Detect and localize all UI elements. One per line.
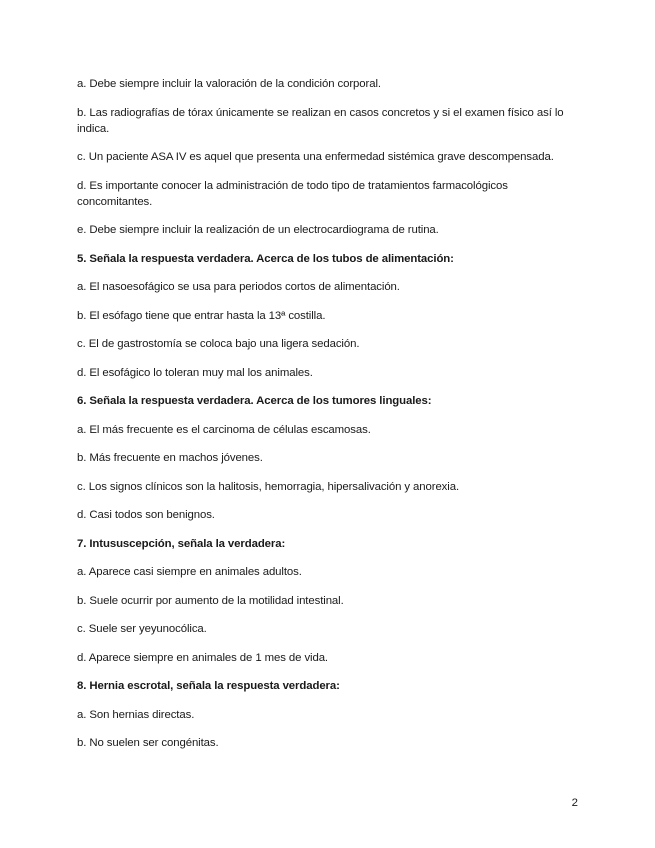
answer-option: e. Debe siempre incluir la realización de un electrocardiograma de rutina. [77, 224, 439, 236]
answer-option: c. Los signos clínicos son la halitosis, hemorragia, hipersalivación y anorexia. [77, 480, 460, 493]
answer-option: c. Suele ser yeyunocólica. [77, 623, 207, 635]
answer-option: b. Suele ocurrir por aumento de la motilidad intestinal. [77, 594, 344, 607]
answer-option: d. Aparece siempre en animales de 1 mes de vida. [77, 651, 328, 664]
question-heading: 7. Intususcepción, señala la verdadera: [77, 537, 286, 550]
answer-option: b. No suelen ser congénitas. [77, 737, 219, 749]
answer-option: a. Aparece casi siempre en animales adultos. [77, 566, 302, 578]
answer-option: c. Un paciente ASA IV es aquel que presenta una enfermedad sistémica grave descompensada. [77, 151, 554, 163]
page-number: 2 [571, 797, 578, 809]
question-heading: 8. Hernia escrotal, señala la respuesta verdadera: [77, 680, 340, 692]
answer-option: a. Debe siempre incluir la valoración de la condición corporal. [77, 78, 381, 90]
answer-option: d. El esofágico lo toleran muy mal los animales. [77, 366, 313, 379]
answer-option: b. El esófago tiene que entrar hasta la 13ª costilla. [77, 309, 326, 322]
answer-option: b. Más frecuente en machos jóvenes. [77, 452, 263, 464]
answer-option: b. Las radiografías de tórax únicamente se realizan en casos concretos y si el examen físico así lo indica. [77, 106, 564, 135]
question-heading: 5. Señala la respuesta verdadera. Acerca de los tubos de alimentación: [77, 252, 454, 265]
page-content [77, 76, 582, 764]
answer-option: d. Casi todos son benignos. [77, 509, 215, 521]
answer-option: a. Son hernias directas. [77, 708, 195, 721]
answer-option: c. El de gastrostomía se coloca bajo una ligera sedación. [77, 338, 360, 350]
question-heading: 6. Señala la respuesta verdadera. Acerca de los tumores linguales: [77, 395, 432, 407]
answer-option: a. El nasoesofágico se usa para periodos cortos de alimentación. [77, 281, 400, 293]
answer-option: d. Es importante conocer la administración de todo tipo de tratamientos farmacológicos concomitantes. [77, 179, 508, 208]
answer-option: a. El más frecuente es el carcinoma de células escamosas. [77, 423, 371, 436]
